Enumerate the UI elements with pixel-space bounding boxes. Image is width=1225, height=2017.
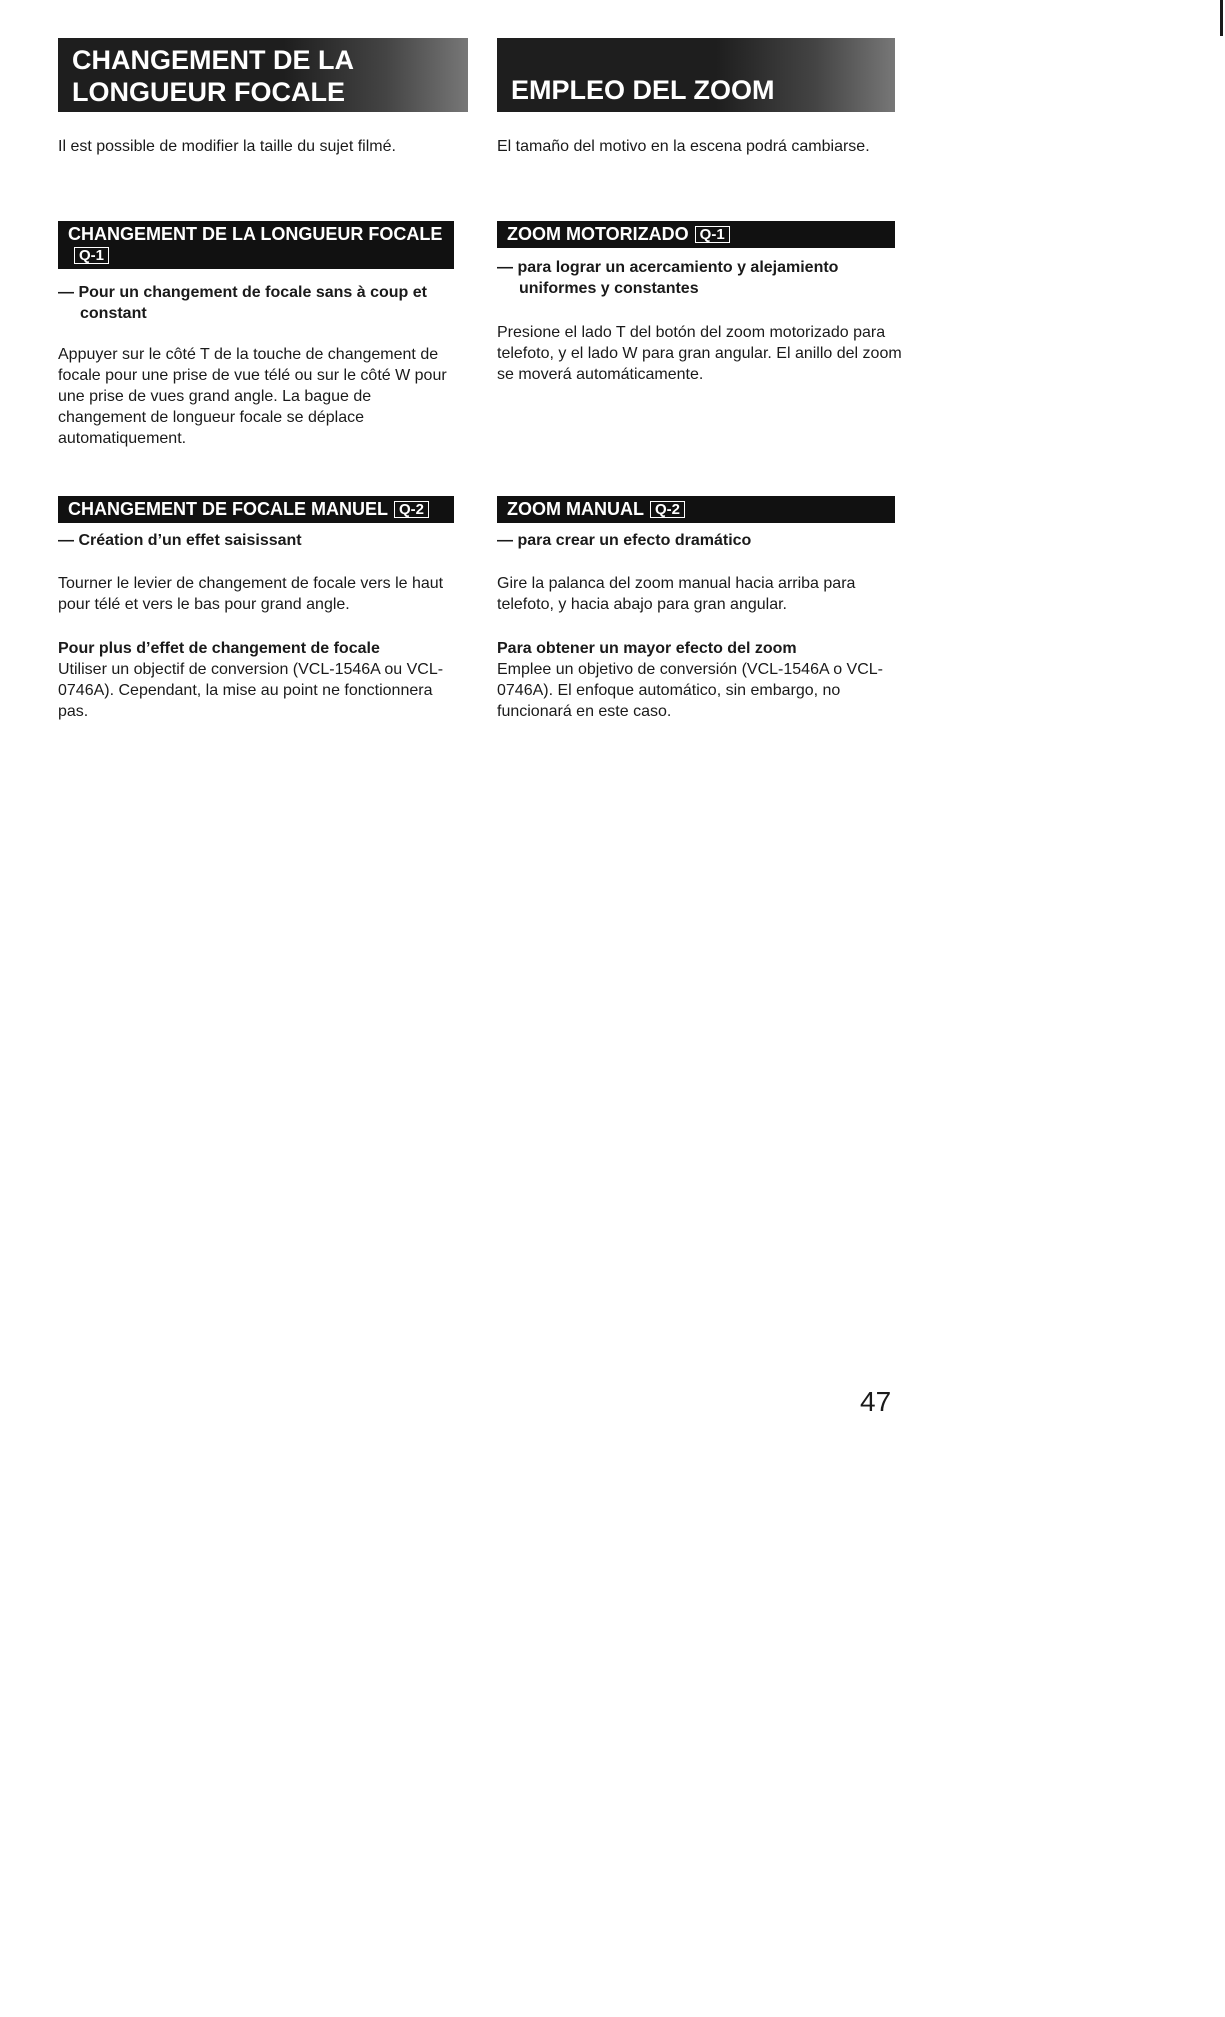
spanish-main-title: EMPLEO DEL ZOOM [497, 38, 895, 112]
french-section2-body: Tourner le levier de changement de focale vers le haut pour télé et vers le bas pour grand angle. [58, 575, 444, 613]
spanish-intro: El tamaño del motivo en la escena podrá cambiarse. [497, 138, 870, 155]
spanish-tip-body: Emplee un objetivo de conversión (VCL-1546A o VCL-0746A). El enfoque automático, sin embargo, no funcionará en este caso. [497, 661, 883, 720]
french-section1-heading-text: CHANGEMENT DE LA LONGUEUR FOCALE [68, 224, 443, 244]
spanish-section1-heading-text: ZOOM MOTORIZADO [507, 224, 689, 244]
french-tip-heading: Pour plus d’effet de changement de focale [58, 640, 380, 657]
page-number: 47 [860, 1386, 892, 1417]
q2-badge: Q-2 [650, 501, 685, 518]
spanish-section1-heading [497, 221, 895, 248]
french-main-title: CHANGEMENT DE LA LONGUEUR FOCALE [58, 38, 468, 112]
q1-badge: Q-1 [74, 247, 109, 264]
spanish-section2-heading-text: ZOOM MANUAL [507, 499, 644, 519]
spanish-section1-lead: — para lograr un acercamiento y alejamiento uniformes y constantes [497, 259, 839, 297]
french-section2-heading [58, 496, 454, 523]
spanish-section1-body: Presione el lado T del botón del zoom motorizado para telefoto, y el lado W para gran angular. El anillo del zoom se moverá automáticamente. [497, 324, 902, 383]
french-intro: Il est possible de modifier la taille du sujet filmé. [58, 138, 396, 155]
q1-badge: Q-1 [695, 226, 730, 243]
spanish-section2-tip [497, 638, 902, 722]
french-section1-lead: — Pour un changement de focale sans à coup et constant [58, 284, 427, 322]
spanish-tip-heading: Para obtener un mayor efecto del zoom [497, 640, 797, 657]
french-section1-body: Appuyer sur le côté T de la touche de changement de focale pour une prise de vue télé ou sur le côté W pour une prise de vues grand angle. La bague de changement de longueur focale se déplace automatiquement. [58, 346, 447, 447]
french-section2-heading-text: CHANGEMENT DE FOCALE MANUEL [68, 499, 388, 519]
french-section2-lead: — Création d’un effet saisissant [58, 532, 302, 549]
french-section1-heading [58, 221, 454, 269]
spanish-section2-heading [497, 496, 895, 523]
q2-badge: Q-2 [394, 501, 429, 518]
french-section2-tip [58, 638, 463, 722]
french-tip-body: Utiliser un objectif de conversion (VCL-1546A ou VCL-0746A). Cependant, la mise au point ne fonctionnera pas. [58, 661, 444, 720]
spanish-section2-body: Gire la palanca del zoom manual hacia arriba para telefoto, y hacia abajo para gran angular. [497, 575, 856, 613]
page-edge-mark [1220, 0, 1223, 36]
spanish-section2-lead: — para crear un efecto dramático [497, 532, 752, 549]
